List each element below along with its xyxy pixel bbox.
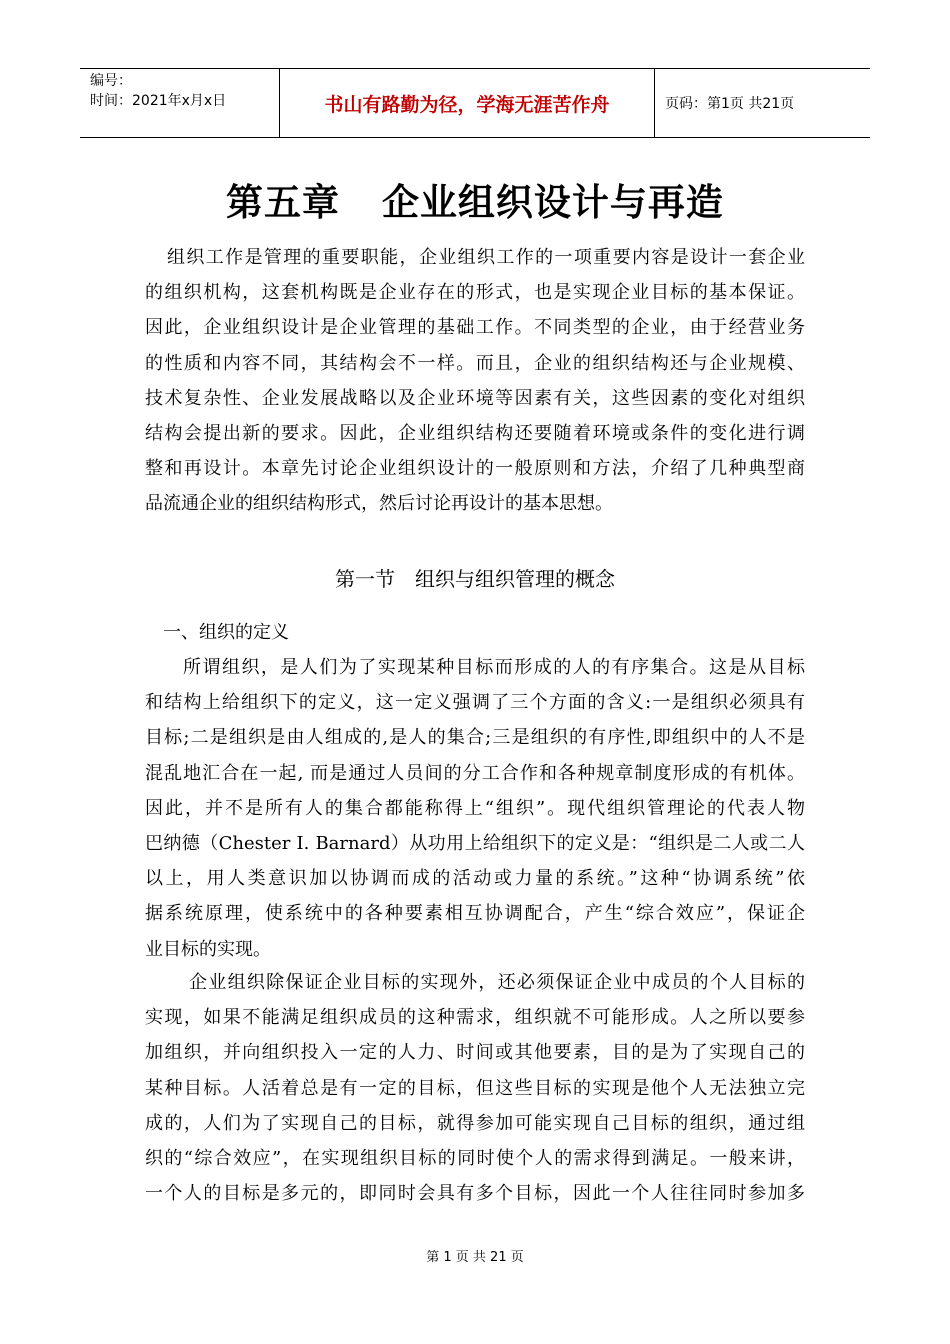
text-line: 组织工作是管理的重要职能，企业组织工作的一项重要内容是设计一套企业 (167, 247, 805, 268)
number-label: 编号： (90, 73, 132, 89)
text-line: 据系统原理，使系统中的各种要素相互协调配合，产生“综合效应”，保证企 (145, 903, 805, 925)
text-line: 和结构上给组织下的定义，这一定义强调了三个方面的含义:一是组织必须具有 (145, 692, 805, 714)
text-line: 因此，企业组织设计是企业管理的基础工作。不同类型的企业，由于经营业务 (145, 317, 805, 339)
text-line: 实现，如果不能满足组织成员的这种需求，组织就不可能形成。人之所以要参 (145, 1007, 805, 1029)
intro-paragraph (145, 240, 805, 522)
text-line: 业目标的实现。 (145, 938, 271, 960)
text-line: 的组织机构，这套机构既是企业存在的形式，也是实现企业目标的基本保证。 (145, 282, 805, 304)
goals-paragraph (145, 965, 805, 1211)
text-line: 加组织，并向组织投入一定的人力、时间或其他要素，目的是为了实现自己的 (145, 1042, 805, 1064)
definition-paragraph (145, 650, 805, 967)
time-label: 时间：2021年x月x日 (90, 93, 227, 109)
header-page-info: 页码：第1页 共21页 (665, 96, 795, 112)
text-line: 技术复杂性、企业发展战略以及企业环境等因素有关，这些因素的变化对组织 (145, 387, 805, 409)
text-line: 某种目标。人活着总是有一定的目标，但这些目标的实现是他个人无法独立完 (145, 1077, 805, 1099)
text-line: 成的，人们为了实现自己的目标，就得参加可能实现自己目标的组织，通过组 (145, 1112, 805, 1134)
chapter-number: 第五章 (226, 181, 341, 224)
text-line: 一个人的目标是多元的，即同时会具有多个目标，因此一个人往往同时参加多 (145, 1183, 805, 1205)
text-line: 因此，并不是所有人的集合都能称得上“组织”。现代组织管理论的代表人物 (145, 797, 805, 819)
page-footer: 第 1 页 共 21 页 (426, 1250, 524, 1265)
text-line: 的性质和内容不同，其结构会不一样。而且，企业的组织结构还与企业规模、 (145, 352, 805, 374)
chapter-title (0, 172, 950, 226)
text-line: 企业组织除保证企业目标的实现外，还必须保证企业中成员的个人目标的 (189, 972, 805, 993)
page-header (80, 68, 870, 138)
text-line: 混乱地汇合在一起, 而是通过人员间的分工合作和各种规章制度形成的有机体。 (145, 762, 805, 784)
text-line: 目标;二是组织是由人组成的,是人的集合;三是组织的有序性,即组织中的人不是 (145, 727, 805, 749)
text-line: 织的“综合效应”，在实现组织目标的同时使个人的需求得到满足。一般来讲， (145, 1147, 805, 1169)
header-meta (80, 69, 280, 137)
subsection-title: 一、组织的定义 (163, 622, 289, 643)
text-line: 巴纳德（Chester I. Barnard）从功用上给组织下的定义是：“组织是二人或二人 (145, 832, 805, 854)
section-title: 第一节 组织与组织管理的概念 (335, 567, 615, 591)
text-line: 所谓组织，是人们为了实现某种目标而形成的人的有序集合。这是从目标 (183, 657, 805, 678)
text-line: 结构会提出新的要求。因此，企业组织结构还要随着环境或条件的变化进行调 (145, 422, 805, 444)
text-line: 以上，用人类意识加以协调而成的活动或力量的系统。”这种“协调系统”依 (145, 868, 805, 890)
text-line: 品流通企业的组织结构形式，然后讨论再设计的基本思想。 (145, 493, 613, 515)
chapter-name: 企业组织设计与再造 (381, 181, 724, 224)
text-line: 整和再设计。本章先讨论企业组织设计的一般原则和方法，介绍了几种典型商 (145, 458, 805, 480)
header-motto: 书山有路勤为径，学海无涯苦作舟 (280, 69, 655, 137)
